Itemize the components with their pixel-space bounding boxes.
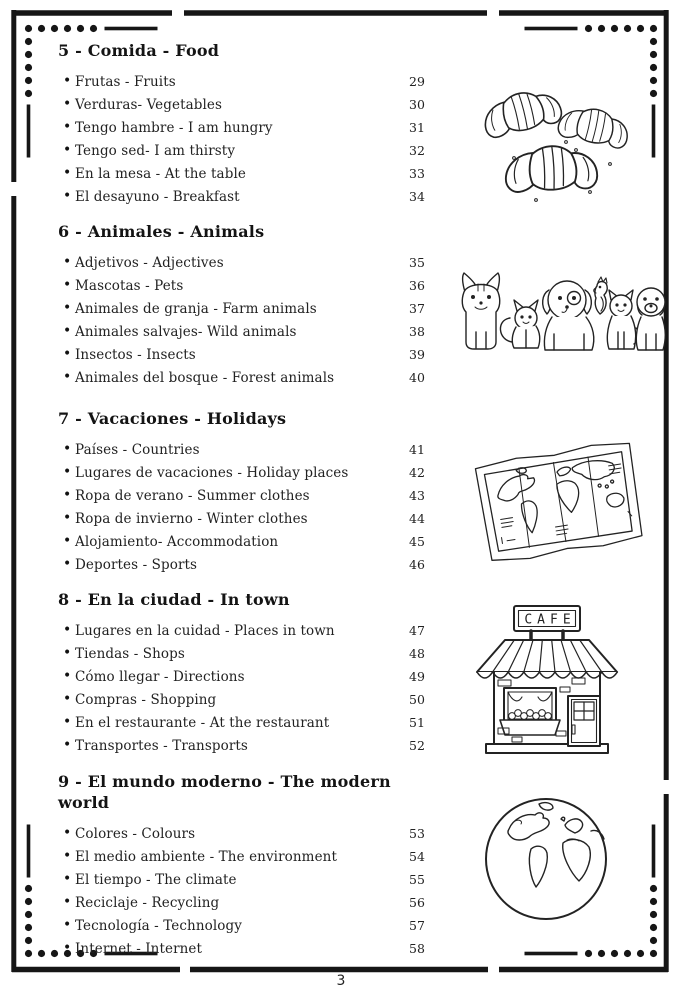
toc-item xyxy=(58,297,435,320)
toc-item xyxy=(58,553,435,576)
toc-item xyxy=(58,185,435,208)
section-title: 8 - En la ciudad - In town xyxy=(58,590,290,609)
toc-item-label: • En la mesa - At the table xyxy=(58,166,399,182)
toc-item-label: • Insectos - Insects xyxy=(58,347,399,363)
toc-section-vacaciones xyxy=(58,408,435,576)
toc-item-label: • Ropa de invierno - Winter clothes xyxy=(58,511,399,527)
toc-item-page: 42 xyxy=(409,465,425,480)
toc-item-label: • Frutas - Fruits xyxy=(58,74,399,90)
toc-item-label: • Animales de granja - Farm animals xyxy=(58,301,399,317)
toc-item-page: 54 xyxy=(409,849,425,864)
section-items xyxy=(58,619,435,757)
toc-section-mundo-moderno xyxy=(58,771,435,960)
toc-item xyxy=(58,116,435,139)
toc-item-label: • Lugares en la cuidad - Places in town xyxy=(58,623,399,639)
toc-item-page: 33 xyxy=(409,166,425,181)
toc-item-page: 44 xyxy=(409,511,425,526)
toc-item-page: 37 xyxy=(409,301,425,316)
toc-item-page: 58 xyxy=(409,941,425,956)
toc-item-page: 32 xyxy=(409,143,425,158)
toc-item-page: 36 xyxy=(409,278,425,293)
toc-item-label: • Tecnología - Technology xyxy=(58,918,399,934)
toc-item-page: 47 xyxy=(409,623,425,638)
toc-item xyxy=(58,937,435,960)
toc-item-page: 30 xyxy=(409,97,425,112)
toc-item xyxy=(58,343,435,366)
toc-item xyxy=(58,619,435,642)
croissants-icon xyxy=(468,72,640,211)
toc-item xyxy=(58,914,435,937)
toc-item-label: • Compras - Shopping xyxy=(58,692,399,708)
toc-item-page: 50 xyxy=(409,692,425,707)
toc-item xyxy=(58,139,435,162)
toc-item-page: 40 xyxy=(409,370,425,385)
toc-item xyxy=(58,642,435,665)
toc-item-page: 29 xyxy=(409,74,425,89)
toc-item-label: • Animales del bosque - Forest animals xyxy=(58,370,399,386)
earth-globe-icon xyxy=(479,789,615,933)
toc-item xyxy=(58,484,435,507)
toc-item xyxy=(58,438,435,461)
toc-item-page: 43 xyxy=(409,488,425,503)
toc-section-ciudad xyxy=(58,589,435,757)
toc-item xyxy=(58,251,435,274)
toc-item xyxy=(58,162,435,185)
toc-item-page: 46 xyxy=(409,557,425,572)
toc-item xyxy=(58,711,435,734)
toc-item-page: 56 xyxy=(409,895,425,910)
section-items xyxy=(58,251,435,389)
toc-item xyxy=(58,868,435,891)
toc-item-label: • Mascotas - Pets xyxy=(58,278,399,294)
toc-item-page: 31 xyxy=(409,120,425,135)
toc-item-page: 48 xyxy=(409,646,425,661)
toc-item xyxy=(58,461,435,484)
toc-item xyxy=(58,665,435,688)
toc-item-label: • Tengo hambre - I am hungry xyxy=(58,120,399,136)
toc-section-comida xyxy=(58,40,435,208)
toc-item-label: • Colores - Colours xyxy=(58,826,399,842)
toc-item-label: • Transportes - Transports xyxy=(58,738,399,754)
toc-item-page: 34 xyxy=(409,189,425,204)
toc-item-label: • Cómo llegar - Directions xyxy=(58,669,399,685)
world-map-icon xyxy=(466,430,654,576)
toc-item-label: • Tiendas - Shops xyxy=(58,646,399,662)
toc-item-label: • Verduras- Vegetables xyxy=(58,97,399,113)
toc-item-label: • Deportes - Sports xyxy=(58,557,399,573)
toc-item xyxy=(58,320,435,343)
toc-item-label: • El medio ambiente - The environment xyxy=(58,849,399,865)
section-items xyxy=(58,822,435,960)
toc-item-page: 55 xyxy=(409,872,425,887)
toc-item-label: • En el restaurante - At the restaurant xyxy=(58,715,399,731)
toc-item xyxy=(58,366,435,389)
toc-item-page: 51 xyxy=(409,715,425,730)
toc-section-animales xyxy=(58,221,435,389)
cafe-sign-text: CAFE xyxy=(524,612,576,628)
toc-item-page: 45 xyxy=(409,534,425,549)
toc-item-page: 57 xyxy=(409,918,425,933)
toc-item xyxy=(58,530,435,553)
toc-item-label: • El desayuno - Breakfast xyxy=(58,189,399,205)
toc-item-label: • El tiempo - The climate xyxy=(58,872,399,888)
toc-item-label: • Adjetivos - Adjectives xyxy=(58,255,399,271)
toc-item xyxy=(58,70,435,93)
toc-item-page: 49 xyxy=(409,669,425,684)
toc-item-page: 53 xyxy=(409,826,425,841)
section-title: 5 - Comida - Food xyxy=(58,41,220,60)
toc-item-page: 52 xyxy=(409,738,425,753)
section-title: 7 - Vacaciones - Holidays xyxy=(58,409,287,428)
toc-item xyxy=(58,845,435,868)
toc-item-label: • Animales salvajes- Wild animals xyxy=(58,324,399,340)
section-title: 9 - El mundo moderno - The modern world xyxy=(58,772,391,812)
toc-item-page: 35 xyxy=(409,255,425,270)
toc-item-label: • Países - Countries xyxy=(58,442,399,458)
toc-item-label: • Alojamiento- Accommodation xyxy=(58,534,399,550)
section-items xyxy=(58,438,435,576)
toc-item-label: • Tengo sed- I am thirsty xyxy=(58,143,399,159)
toc-item xyxy=(58,507,435,530)
toc-item-page: 39 xyxy=(409,347,425,362)
toc-item-label: • Reciclaje - Recycling xyxy=(58,895,399,911)
toc-item-page: 41 xyxy=(409,442,425,457)
toc-item xyxy=(58,822,435,845)
page-number: 3 xyxy=(336,973,346,989)
toc-item-label: • Lugares de vacaciones - Holiday places xyxy=(58,465,399,481)
toc-item xyxy=(58,688,435,711)
pets-icon xyxy=(452,270,666,376)
section-title: 6 - Animales - Animals xyxy=(58,222,265,241)
toc-item xyxy=(58,891,435,914)
toc-item-page: 38 xyxy=(409,324,425,339)
cafe-storefront-icon xyxy=(468,601,626,762)
section-items xyxy=(58,70,435,208)
toc-item xyxy=(58,734,435,757)
toc-item-label: • Ropa de verano - Summer clothes xyxy=(58,488,399,504)
toc-item-label: • Internet - Internet xyxy=(58,941,399,957)
toc-item xyxy=(58,93,435,116)
toc-item xyxy=(58,274,435,297)
